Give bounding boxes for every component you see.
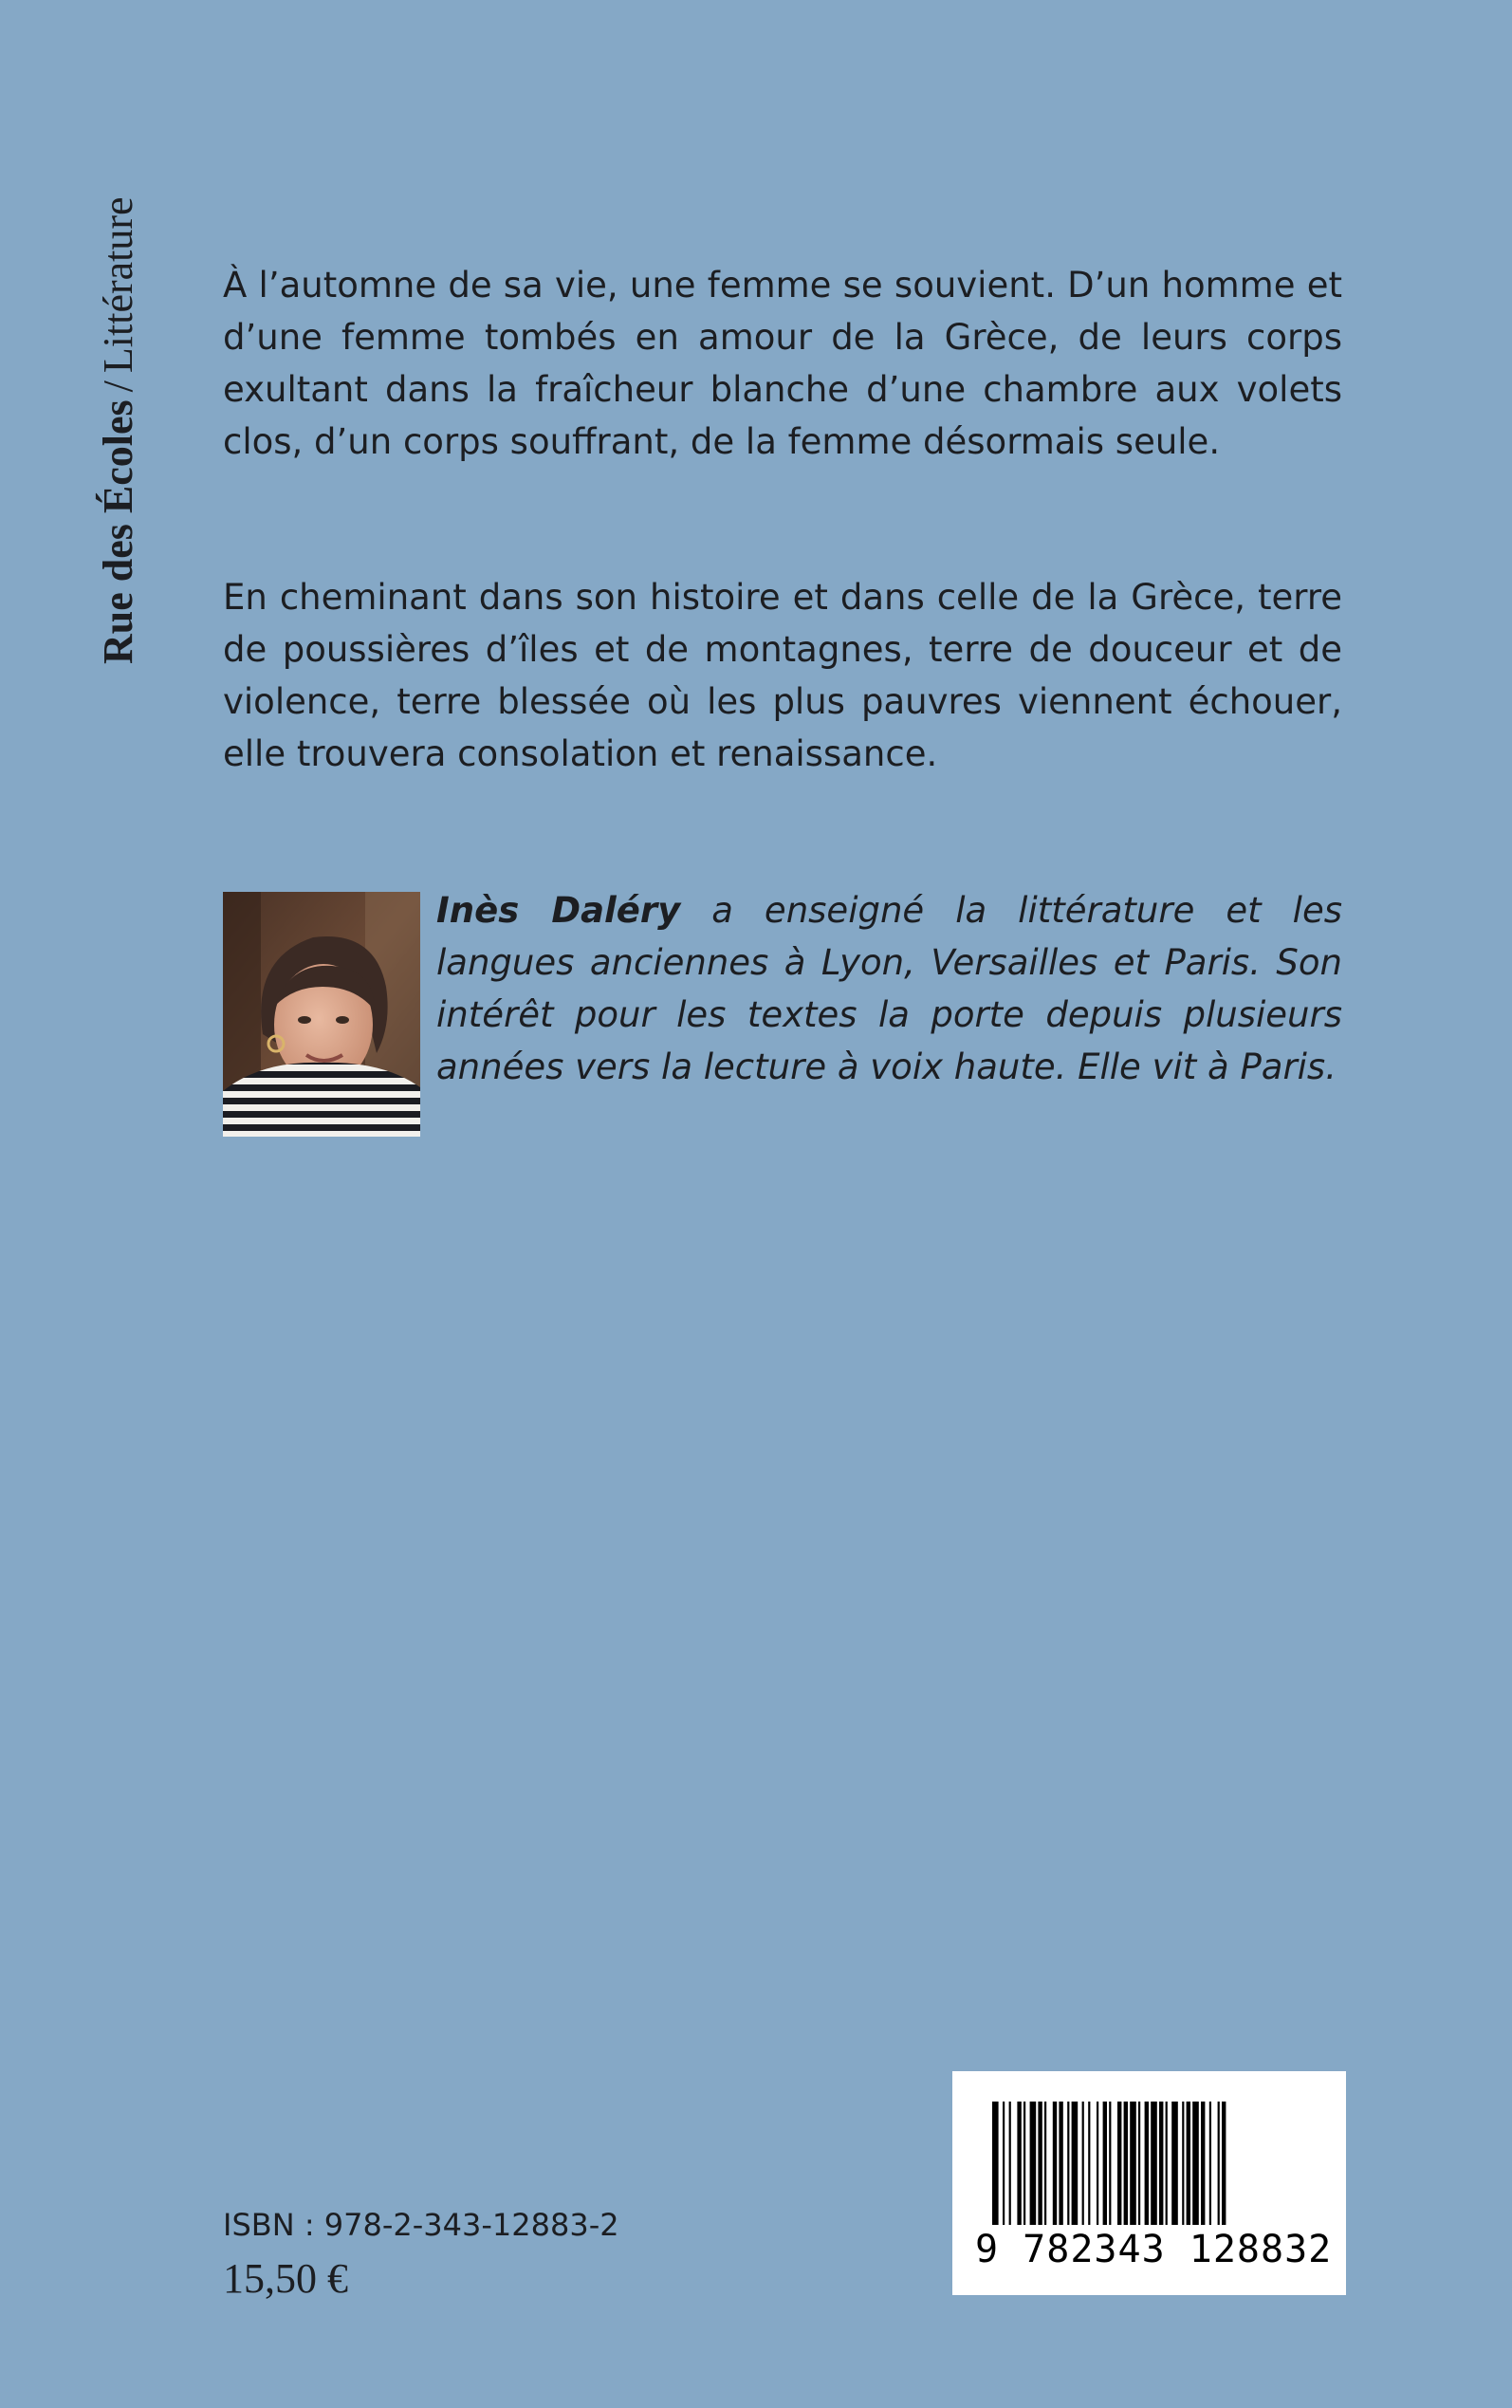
barcode-bars-icon <box>992 2102 1305 2244</box>
barcode-bar <box>1182 2102 1184 2225</box>
barcode-bar <box>1151 2102 1157 2225</box>
blurb-paragraph-1: À l’automne de sa vie, une femme se souvient. D’un homme et d’une femme tombés en amour de la Grèce, de leurs corps exultant dans la fraîcheur blanche d’une chambre aux volets clos, d’un corps souffrant, de la femme désormais seule. <box>223 265 1342 462</box>
isbn-label: ISBN : 978-2-343-12883-2 <box>223 2207 619 2243</box>
blurb-paragraph-2: En cheminant dans son histoire et dans celle de la Grèce, terre de poussières d’îles et de montagnes, terre de douceur et de violence, terre blessée où les plus pauvres viennent échouer, elle trouvera consolation et renaissance. <box>223 577 1342 774</box>
barcode-bar <box>1044 2102 1046 2225</box>
barcode-bar <box>1038 2102 1042 2225</box>
barcode-bar <box>1192 2102 1199 2225</box>
barcode-bar <box>1209 2102 1211 2225</box>
barcode-bar <box>1166 2102 1168 2225</box>
barcode-bar <box>1117 2102 1121 2225</box>
price-label: 15,50 € <box>223 2255 348 2302</box>
barcode-bar <box>1145 2102 1149 2225</box>
barcode-bar <box>1159 2102 1163 2225</box>
collection-name: Littérature <box>95 196 141 374</box>
barcode-bar <box>1072 2102 1079 2225</box>
barcode-bar <box>1088 2102 1090 2225</box>
barcode-bar <box>1103 2102 1107 2225</box>
author-photo <box>223 892 420 1137</box>
barcode-bar <box>1082 2102 1084 2225</box>
barcode-bar <box>1130 2102 1136 2225</box>
barcode-bar <box>1067 2102 1069 2225</box>
barcode-bar <box>1003 2102 1005 2225</box>
barcode-digits: 9 782343 128832 <box>975 2228 1333 2271</box>
barcode-bar <box>992 2102 999 2225</box>
barcode-bar <box>1218 2102 1220 2225</box>
barcode-bar <box>1187 2102 1190 2225</box>
barcode-bar <box>1222 2102 1226 2225</box>
author-portrait-icon <box>223 892 420 1137</box>
barcode-bar <box>1030 2102 1037 2225</box>
series-name: Rue des Écoles <box>95 399 141 664</box>
barcode-bar <box>1171 2102 1178 2225</box>
barcode-bar <box>1097 2102 1098 2225</box>
author-bio-text: a enseigné la littérature et les langues anciennes à Lyon, Versailles et Paris. Son intérêt pour les textes la porte depuis plusieurs années vers la lecture à voix haute. Elle vit à Paris. <box>436 890 1342 1087</box>
barcode-bar <box>1124 2102 1128 2225</box>
barcode-bar <box>1138 2102 1140 2225</box>
author-bio <box>436 884 1342 1093</box>
barcode <box>952 2071 1346 2295</box>
series-separator: / <box>95 380 141 393</box>
collection-label <box>95 57 142 664</box>
barcode-bar <box>1023 2102 1025 2225</box>
barcode-bar <box>1201 2102 1205 2225</box>
barcode-bar <box>1053 2102 1057 2225</box>
barcode-bar <box>1017 2102 1021 2225</box>
author-name: Inès Daléry <box>436 890 681 931</box>
barcode-bar <box>1009 2102 1011 2225</box>
barcode-bar <box>1109 2102 1111 2225</box>
barcode-bar <box>1059 2102 1062 2225</box>
